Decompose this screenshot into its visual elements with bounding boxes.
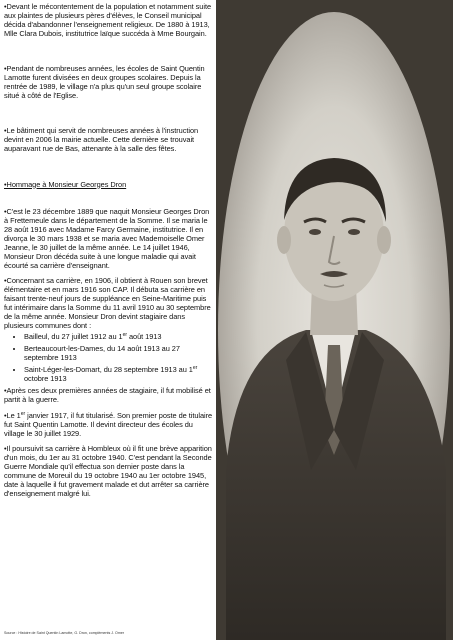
paragraph-school-groups: •Pendant de nombreuses années, les écoles de Saint Quentin Lamotte furent divisées en deux groupes scolaires. Depuis la rentrée de 1989, le village n'a plus qu'un seul groupe scolaire situé à côté de l'Eglise. [4,64,205,101]
paragraph-religious-education: •Devant le mécontentement de la population et notamment suite aux plaintes de plusieurs pères d'élèves, le Conseil municipal décida d'abandonner l'enseignement religieux. De 1880 à 1913, Mlle Clara Dubois, institutrice laïque succéda à Mme Bourgain. [4,2,212,39]
paragraph-career: •Concernant sa carrière, en 1906, il obtient à Rouen son brevet élémentaire et en mars 1916 son CAP. Il débuta sa carrière en faisant trente-neuf jours de suppléance en Seine-Maritime puis fut intérimaire dans la Somme du 11 avril 1910 au 30 septembre de la même année. Monsieur Dron devint stagiaire dans plusieurs communes dont : [4,275,211,331]
paragraph-titularisation: •Le 1er janvier 1917, il fut titularisé. Son premier poste de titulaire fut Saint Quentin Lamotte. Il devint directeur des écoles du village le 30 juillet 1929. [4,410,213,438]
commune-list [4,332,214,383]
commune-item: • Bailleul, du 27 juillet 1912 au 1er août 1913 [24,332,214,341]
paragraph-biography: •C'est le 23 décembre 1889 que naquit Monsieur Georges Dron à Frettemeule dans le département de la Somme. Il se maria le 28 août 1916 avec Madame Farcy Germaine, institutrice. Il en divorça le 30 mars 1938 et se maria avec Mademoiselle Omer Jeanne, le 30 juillet de la même année. Le 14 juillet 1946, Monsieur Dron décéda suite à une longue maladie qui avait écourté sa carrière d'enseignant. [4,206,210,270]
paragraph-hombleux-moreuil: •Il poursuivit sa carrière à Hombleux où il fit une brève apparition d'un mois, du 1er au 31 octobre 1940. C'est pendant la Seconde Guerre Mondiale qu'il effectua son dernier poste dans la commune de Moreuil du 19 octobre 1940 au 1er octobre 1945, date à laquelle il fut gravement malade et dut arrêter sa carrière d'enseignement malgré lui. [4,443,212,498]
text-column [4,2,214,498]
portrait-photo-svg [216,0,453,640]
commune-item: • Saint-Léger-les-Domart, du 28 septembre 1913 au 1er octobre 1913 [24,365,214,383]
commune-item: • Berteaucourt-les-Dames, du 14 août 1913 au 27 septembre 1913 [24,344,214,362]
section-heading-hommage: •Hommage à Monsieur Georges Dron [4,179,127,189]
portrait-photo [216,0,453,640]
paragraph-mobilisation: •Après ces deux premières années de stagiaire, il fut mobilisé et partit à la guerre. [4,386,211,405]
source-caption: Source : Histoire de Saint Quentin Lamotte, G. Dron, compléments J. Omer [4,631,125,635]
paragraph-mairie-building: •Le bâtiment qui servit de nombreuses années à l'instruction devint en 2006 la mairie actuelle. Cette dernière se trouvait auparavant rue de Bas, attenante à la salle des fêtes. [4,126,199,154]
